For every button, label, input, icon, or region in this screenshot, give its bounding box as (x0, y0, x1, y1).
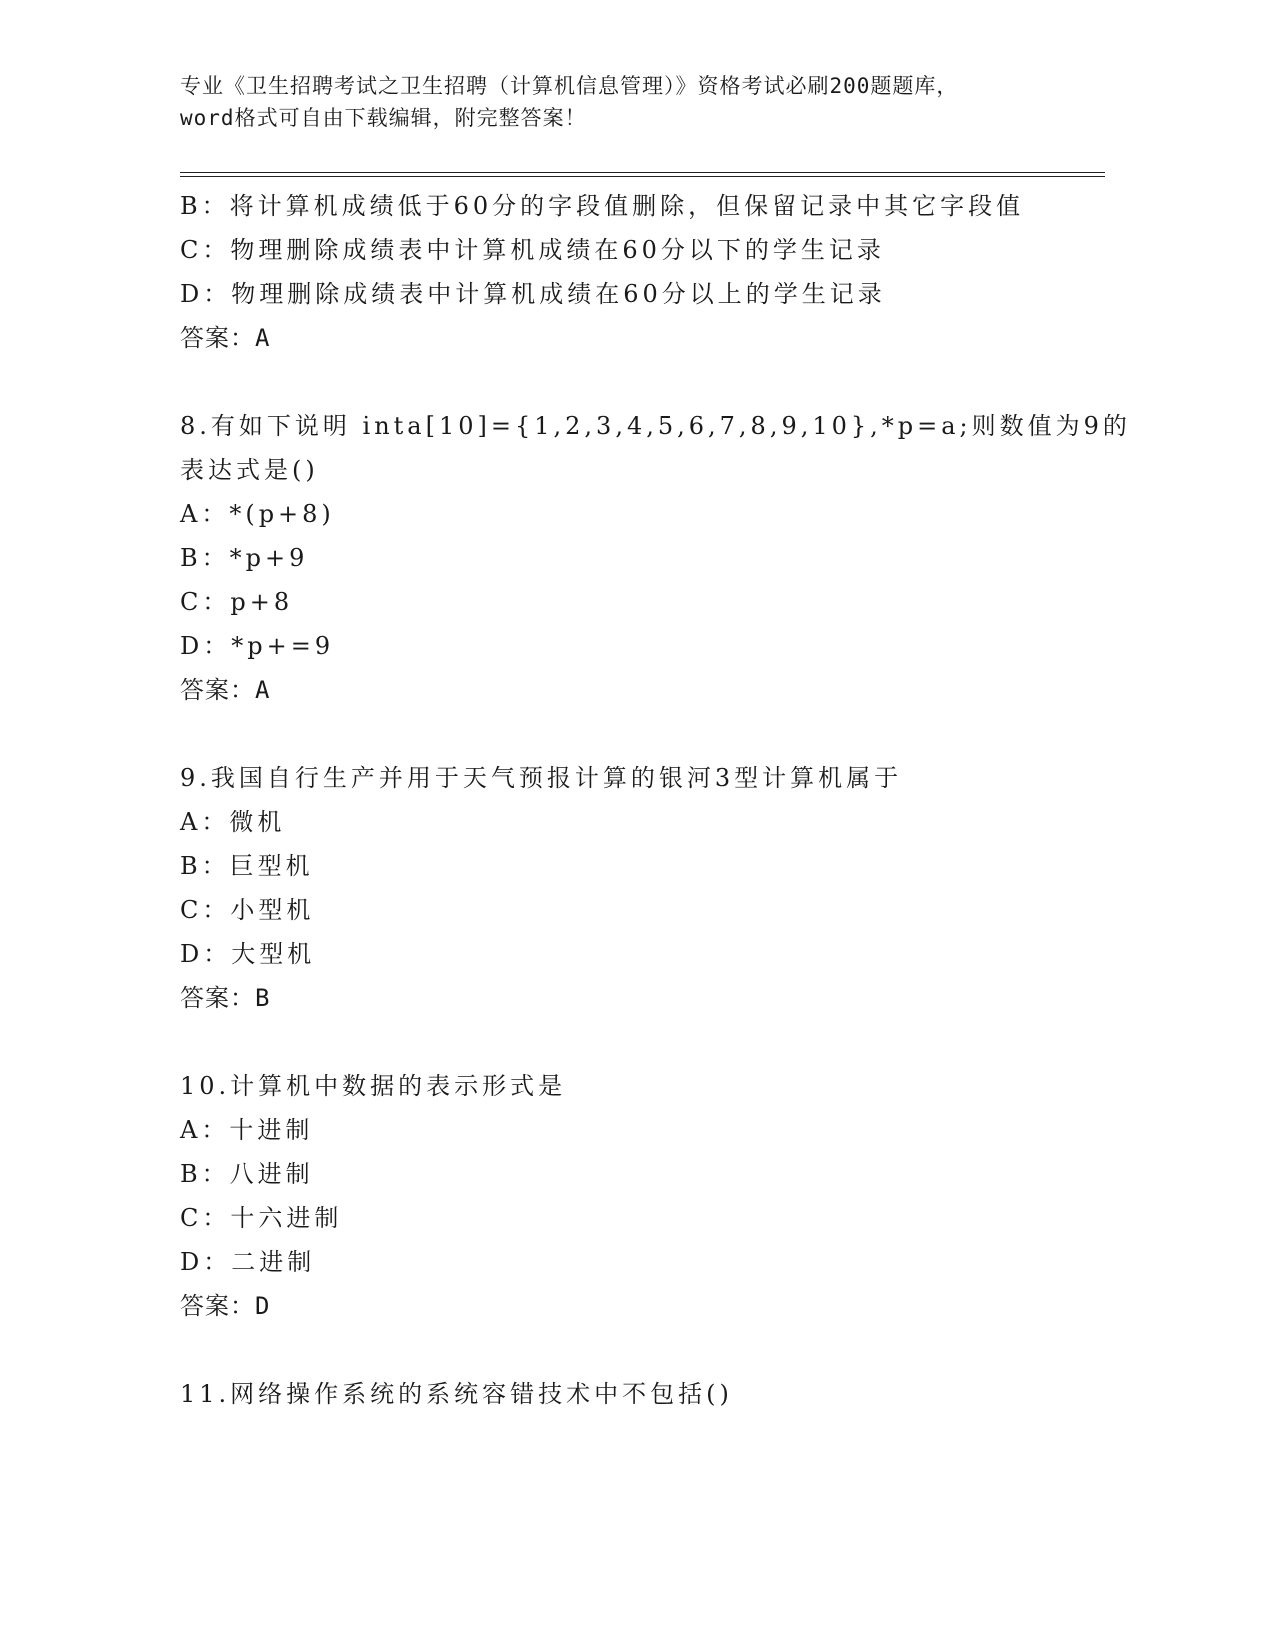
option-b: B：*p+9 (180, 544, 309, 572)
option-c: C：十六进制 (180, 1204, 343, 1232)
question-stem-line-2: 表达式是() (180, 456, 319, 484)
option-d: D：*p+=9 (180, 632, 335, 660)
header-rule-top (180, 172, 1105, 173)
option-d: D：大型机 (180, 940, 316, 968)
option-a: A：*(p+8) (180, 500, 335, 528)
header-line-1: 专业《卫生招聘考试之卫生招聘（计算机信息管理）》资格考试必刷200题题库， (180, 74, 959, 98)
option-d: D：物理删除成绩表中计算机成绩在60分以上的学生记录 (180, 280, 886, 308)
question-9 (180, 756, 1080, 1020)
option-b: B：巨型机 (180, 852, 314, 880)
question-stem: 11.网络操作系统的系统容错技术中不包括() (180, 1380, 733, 1408)
question-list (180, 184, 1131, 1416)
question-10 (180, 1064, 1080, 1328)
option-a: A：微机 (180, 808, 286, 836)
question-7 (180, 184, 1080, 360)
question-8 (180, 404, 1131, 712)
answer: 答案：A (180, 676, 271, 704)
option-b: B：将计算机成绩低于60分的字段值删除，但保留记录中其它字段值 (180, 192, 1025, 220)
question-stem: 10.计算机中数据的表示形式是 (180, 1072, 567, 1100)
answer: 答案：D (180, 1292, 271, 1320)
spacer (180, 712, 1080, 756)
option-b: B：八进制 (180, 1160, 314, 1188)
header-line-2: word格式可自由下载编辑，附完整答案！ (180, 106, 587, 130)
question-11 (180, 1372, 1080, 1416)
question-stem-line-1: 8.有如下说明 inta[10]={1,2,3,4,5,6,7,8,9,10},*p=a;则数值为9的 (180, 412, 1131, 440)
option-c: C：小型机 (180, 896, 315, 924)
spacer (180, 1020, 1080, 1064)
spacer (180, 360, 1080, 404)
header-rule-bottom (180, 176, 1105, 177)
answer: 答案：B (180, 984, 271, 1012)
document-header (180, 70, 1100, 134)
option-a: A：十进制 (180, 1116, 314, 1144)
option-c: C：物理删除成绩表中计算机成绩在60分以下的学生记录 (180, 236, 885, 264)
option-d: D：二进制 (180, 1248, 316, 1276)
question-stem: 9.我国自行生产并用于天气预报计算的银河3型计算机属于 (180, 764, 903, 792)
option-c: C：p+8 (180, 588, 294, 616)
spacer (180, 1328, 1080, 1372)
answer: 答案：A (180, 324, 271, 352)
